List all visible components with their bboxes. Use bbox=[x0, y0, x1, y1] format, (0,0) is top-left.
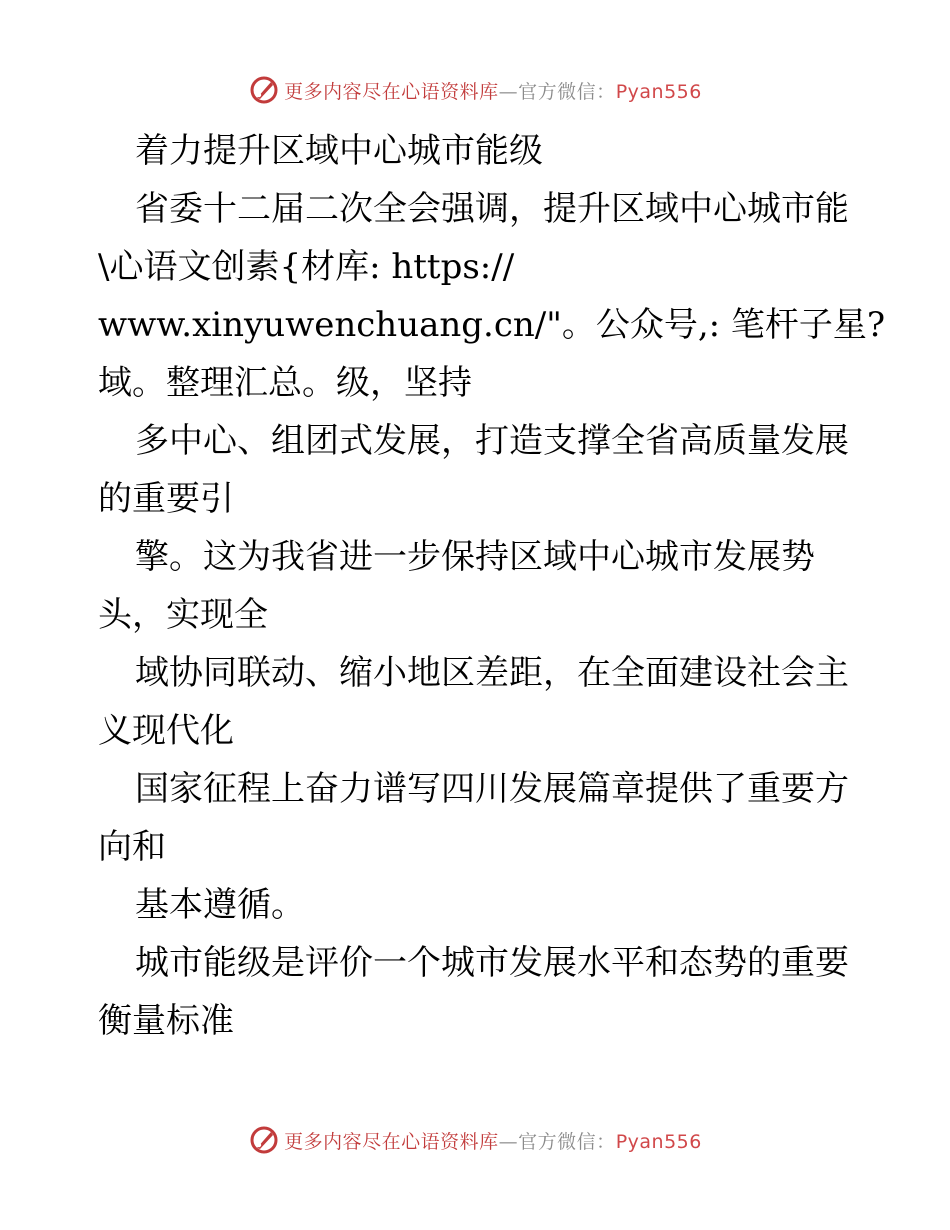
watermark-separator: — bbox=[498, 1130, 519, 1153]
doc-line: 擎。这为我省进一步保持区域中心城市发展势 bbox=[135, 537, 815, 577]
watermark-wechat-id: Pyan556 bbox=[615, 1130, 702, 1153]
doc-line: 的重要引 bbox=[98, 479, 234, 519]
doc-line: 域协同联动、缩小地区差距，在全面建设社会主 bbox=[135, 653, 849, 693]
doc-line: 城市能级是评价一个城市发展水平和态势的重要 bbox=[135, 943, 849, 983]
watermark-text bbox=[284, 1127, 702, 1154]
doc-line: 基本遵循。 bbox=[135, 885, 305, 925]
doc-line: 向和 bbox=[98, 827, 166, 867]
watermark-site: 更多内容尽在心语资料库 bbox=[284, 80, 499, 103]
doc-line: 着力提升区域中心城市能级 bbox=[135, 131, 543, 171]
watermark-separator: — bbox=[498, 80, 519, 103]
quill-logo-icon bbox=[248, 74, 280, 106]
doc-line: 省委十二届二次全会强调，提升区域中心城市能 bbox=[135, 189, 849, 229]
document-body bbox=[98, 122, 886, 1050]
doc-line: 国家征程上奋力谱写四川发展篇章提供了重要方 bbox=[135, 769, 849, 809]
watermark-wechat-label: 官方微信： bbox=[518, 1130, 616, 1153]
watermark-wechat-id: Pyan556 bbox=[615, 80, 702, 103]
watermark-wechat-label: 官方微信： bbox=[518, 80, 616, 103]
doc-line: \心语文创素{材库: https:// bbox=[98, 247, 515, 287]
watermark-site: 更多内容尽在心语资料库 bbox=[284, 1130, 499, 1153]
doc-line: 多中心、组团式发展，打造支撑全省高质量发展 bbox=[135, 421, 849, 461]
watermark-text bbox=[284, 77, 702, 104]
quill-logo-icon bbox=[248, 1124, 280, 1156]
doc-line: www.xinyuwenchuang.cn/"。公众号,: 笔杆子星? bbox=[98, 305, 886, 345]
doc-line: 义现代化 bbox=[98, 711, 234, 751]
doc-line: 域。整理汇总。级，坚持 bbox=[98, 363, 472, 403]
doc-line: 衡量标准 bbox=[98, 1001, 234, 1041]
footer-watermark bbox=[0, 1120, 950, 1160]
doc-line: 头，实现全 bbox=[98, 595, 268, 635]
header-watermark bbox=[0, 70, 950, 110]
